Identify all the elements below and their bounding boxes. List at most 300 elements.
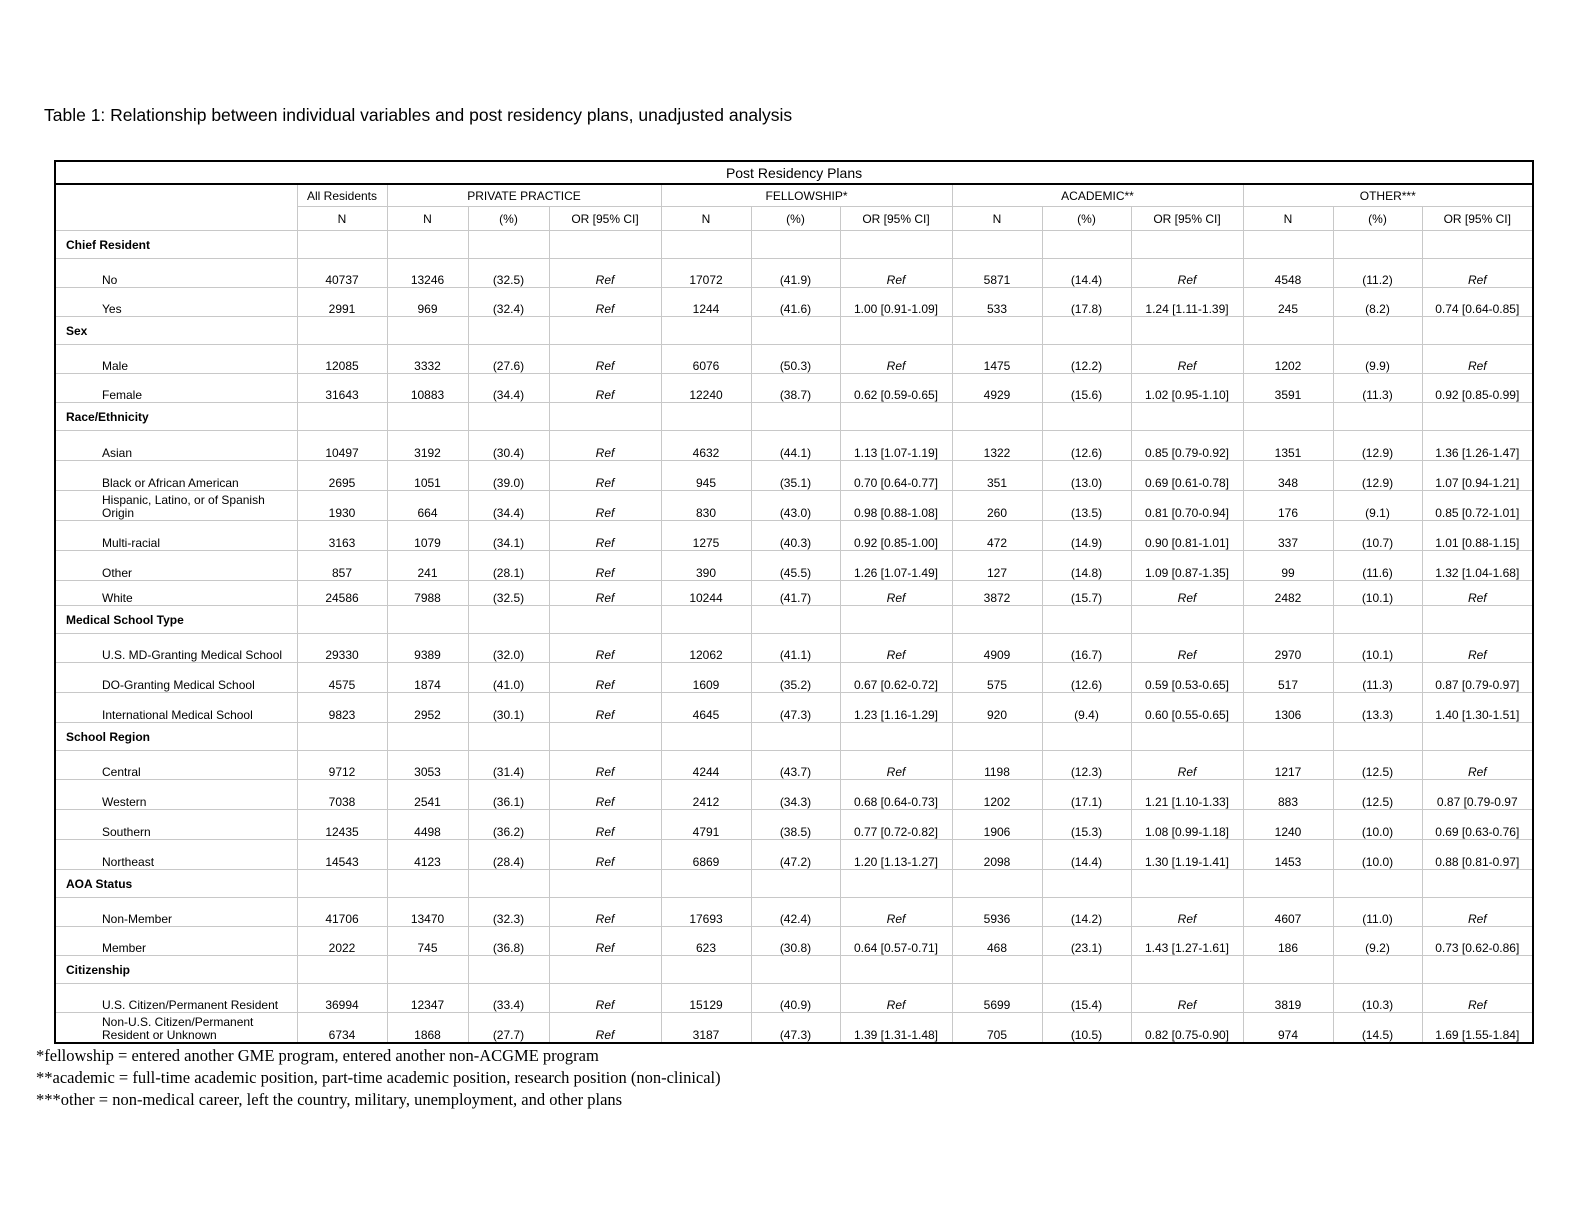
table-cell: Ref <box>1131 898 1243 927</box>
table-cell: Ref <box>549 374 661 403</box>
table-cell: (12.5) <box>1333 751 1422 780</box>
table-cell: 0.88 [0.81-0.97] <box>1422 840 1533 870</box>
empty-cell <box>1243 606 1333 634</box>
table-cell: (17.8) <box>1042 288 1131 317</box>
empty-cell <box>387 317 468 345</box>
section-header-row <box>55 317 1533 345</box>
empty-cell <box>1422 403 1533 431</box>
row-label: Black or African American <box>55 461 297 491</box>
empty-cell <box>1243 403 1333 431</box>
empty-cell <box>297 317 387 345</box>
table-row <box>55 491 1533 521</box>
empty-cell <box>840 403 952 431</box>
empty-cell <box>468 231 549 259</box>
table-cell: Ref <box>840 345 952 374</box>
table-cell: Ref <box>549 259 661 288</box>
table-cell: Ref <box>549 634 661 663</box>
table-cell: 1874 <box>387 663 468 693</box>
empty-cell <box>751 723 840 751</box>
empty-cell <box>297 403 387 431</box>
table-cell: 1202 <box>1243 345 1333 374</box>
table-cell: 1.13 [1.07-1.19] <box>840 431 952 461</box>
empty-cell <box>751 403 840 431</box>
section-title: Sex <box>55 317 297 345</box>
table-cell: (12.2) <box>1042 345 1131 374</box>
table-cell: 1.40 [1.30-1.51] <box>1422 693 1533 723</box>
table-cell: 468 <box>952 927 1042 956</box>
table-cell: (12.6) <box>1042 431 1131 461</box>
empty-cell <box>1131 723 1243 751</box>
table-cell: 176 <box>1243 491 1333 521</box>
section-title: Medical School Type <box>55 606 297 634</box>
table-cell: 974 <box>1243 1013 1333 1043</box>
empty-cell <box>1243 231 1333 259</box>
empty-cell <box>1422 317 1533 345</box>
table-cell: Ref <box>1422 898 1533 927</box>
table-cell: (36.8) <box>468 927 549 956</box>
table-cell: (17.1) <box>1042 780 1131 810</box>
table-cell: 0.87 [0.79-0.97 <box>1422 780 1533 810</box>
empty-cell <box>549 317 661 345</box>
table-cell: (30.8) <box>751 927 840 956</box>
table-cell: 36994 <box>297 984 387 1013</box>
table-cell: 3819 <box>1243 984 1333 1013</box>
table-cell: (41.6) <box>751 288 840 317</box>
empty-cell <box>1042 317 1131 345</box>
table-cell: (32.4) <box>468 288 549 317</box>
table-cell: 15129 <box>661 984 751 1013</box>
empty-cell <box>840 723 952 751</box>
table-cell: (41.9) <box>751 259 840 288</box>
table-cell: 517 <box>1243 663 1333 693</box>
empty-cell <box>387 723 468 751</box>
table-cell: 9823 <box>297 693 387 723</box>
table-cell: Ref <box>549 1013 661 1043</box>
table-cell: (12.6) <box>1042 663 1131 693</box>
table-cell: (12.9) <box>1333 431 1422 461</box>
empty-cell <box>1333 723 1422 751</box>
table-cell: 245 <box>1243 288 1333 317</box>
table-cell: 3872 <box>952 581 1042 606</box>
empty-cell <box>387 870 468 898</box>
column-header-row <box>55 207 1533 231</box>
table-cell: 0.82 [0.75-0.90] <box>1131 1013 1243 1043</box>
header-blank <box>55 184 297 207</box>
table-cell: 0.69 [0.63-0.76] <box>1422 810 1533 840</box>
table-cell: (33.4) <box>468 984 549 1013</box>
table-cell: 1.00 [0.91-1.09] <box>840 288 952 317</box>
table-cell: 2991 <box>297 288 387 317</box>
empty-cell <box>661 956 751 984</box>
table-cell: (15.3) <box>1042 810 1131 840</box>
table-cell: 1906 <box>952 810 1042 840</box>
table-cell: 2695 <box>297 461 387 491</box>
table-cell: 2412 <box>661 780 751 810</box>
empty-cell <box>468 870 549 898</box>
table-cell: Ref <box>840 898 952 927</box>
table-cell: 2952 <box>387 693 468 723</box>
table-cell: Ref <box>1422 634 1533 663</box>
empty-cell <box>387 606 468 634</box>
table-cell: 29330 <box>297 634 387 663</box>
table-cell: (43.7) <box>751 751 840 780</box>
table-row <box>55 634 1533 663</box>
table-cell: 1351 <box>1243 431 1333 461</box>
empty-cell <box>1422 723 1533 751</box>
table-cell: 1930 <box>297 491 387 521</box>
table-cell: 7988 <box>387 581 468 606</box>
table-cell: (12.5) <box>1333 780 1422 810</box>
table-cell: (13.0) <box>1042 461 1131 491</box>
empty-cell <box>468 723 549 751</box>
group-header-row <box>55 184 1533 207</box>
table-cell: 1.69 [1.55-1.84] <box>1422 1013 1533 1043</box>
column-header: N <box>1243 207 1333 231</box>
table-cell: 1.09 [0.87-1.35] <box>1131 551 1243 581</box>
super-header-row <box>55 161 1533 184</box>
table-cell: 1.36 [1.26-1.47] <box>1422 431 1533 461</box>
table-cell: 1868 <box>387 1013 468 1043</box>
table-cell: (14.8) <box>1042 551 1131 581</box>
table-cell: (41.0) <box>468 663 549 693</box>
table-cell: (28.4) <box>468 840 549 870</box>
table-cell: 0.70 [0.64-0.77] <box>840 461 952 491</box>
empty-cell <box>297 723 387 751</box>
row-label: White <box>55 581 297 606</box>
empty-cell <box>1333 606 1422 634</box>
table-cell: (31.4) <box>468 751 549 780</box>
table-cell: 472 <box>952 521 1042 551</box>
table-cell: 3591 <box>1243 374 1333 403</box>
table-cell: 13246 <box>387 259 468 288</box>
table-cell: 7038 <box>297 780 387 810</box>
table-cell: 12062 <box>661 634 751 663</box>
table-cell: 4244 <box>661 751 751 780</box>
empty-cell <box>840 606 952 634</box>
table-cell: (38.7) <box>751 374 840 403</box>
table-cell: Ref <box>840 634 952 663</box>
empty-cell <box>661 870 751 898</box>
group-fellowship: FELLOWSHIP* <box>661 184 952 207</box>
table-cell: (9.4) <box>1042 693 1131 723</box>
table-cell: 0.68 [0.64-0.73] <box>840 780 952 810</box>
empty-cell <box>952 870 1042 898</box>
table-cell: (40.9) <box>751 984 840 1013</box>
table-cell: (42.4) <box>751 898 840 927</box>
table-cell: (39.0) <box>468 461 549 491</box>
table-cell: (35.1) <box>751 461 840 491</box>
table-row <box>55 927 1533 956</box>
table-row <box>55 663 1533 693</box>
empty-cell <box>549 231 661 259</box>
section-title: Chief Resident <box>55 231 297 259</box>
table-cell: (44.1) <box>751 431 840 461</box>
table-cell: 0.74 [0.64-0.85] <box>1422 288 1533 317</box>
empty-cell <box>549 956 661 984</box>
table-cell: 1.30 [1.19-1.41] <box>1131 840 1243 870</box>
table-cell: 2098 <box>952 840 1042 870</box>
table-cell: (47.3) <box>751 693 840 723</box>
table-cell: 1.23 [1.16-1.29] <box>840 693 952 723</box>
table-cell: 4632 <box>661 431 751 461</box>
footnotes <box>36 1045 721 1111</box>
table-cell: 1.39 [1.31-1.48] <box>840 1013 952 1043</box>
empty-cell <box>297 231 387 259</box>
table-cell: 920 <box>952 693 1042 723</box>
empty-cell <box>297 870 387 898</box>
table-cell: Ref <box>1131 259 1243 288</box>
empty-cell <box>661 231 751 259</box>
empty-cell <box>1422 870 1533 898</box>
row-label: Non-Member <box>55 898 297 927</box>
table-cell: 0.64 [0.57-0.71] <box>840 927 952 956</box>
table-cell: (36.2) <box>468 810 549 840</box>
table-cell: 623 <box>661 927 751 956</box>
table-cell: Ref <box>549 431 661 461</box>
table-row <box>55 751 1533 780</box>
table-cell: (36.1) <box>468 780 549 810</box>
table-cell: 14543 <box>297 840 387 870</box>
row-label: Southern <box>55 810 297 840</box>
row-label: U.S. Citizen/Permanent Resident <box>55 984 297 1013</box>
empty-cell <box>1243 317 1333 345</box>
column-header: N <box>661 207 751 231</box>
empty-cell <box>1333 231 1422 259</box>
table-cell: Ref <box>1422 259 1533 288</box>
table-cell: 2541 <box>387 780 468 810</box>
results-table-container <box>54 160 1532 1044</box>
empty-cell <box>387 403 468 431</box>
empty-cell <box>297 606 387 634</box>
table-cell: (9.1) <box>1333 491 1422 521</box>
table-cell: (32.3) <box>468 898 549 927</box>
table-cell: 1217 <box>1243 751 1333 780</box>
section-title: Citizenship <box>55 956 297 984</box>
table-cell: 12347 <box>387 984 468 1013</box>
row-label: Yes <box>55 288 297 317</box>
empty-cell <box>840 231 952 259</box>
table-cell: Ref <box>549 780 661 810</box>
footnote-fellowship: *fellowship = entered another GME program, entered another non-ACGME program <box>36 1046 599 1065</box>
table-cell: (43.0) <box>751 491 840 521</box>
table-cell: Ref <box>840 581 952 606</box>
empty-cell <box>1131 317 1243 345</box>
table-cell: 241 <box>387 551 468 581</box>
empty-cell <box>297 956 387 984</box>
table-cell: 0.92 [0.85-1.00] <box>840 521 952 551</box>
empty-cell <box>1333 956 1422 984</box>
table-cell: (13.3) <box>1333 693 1422 723</box>
table-cell: (10.7) <box>1333 521 1422 551</box>
row-label: Asian <box>55 431 297 461</box>
section-header-row <box>55 870 1533 898</box>
empty-cell <box>1243 870 1333 898</box>
empty-cell <box>952 317 1042 345</box>
table-cell: Ref <box>549 663 661 693</box>
table-cell: Ref <box>549 898 661 927</box>
empty-cell <box>751 317 840 345</box>
table-cell: 0.73 [0.62-0.86] <box>1422 927 1533 956</box>
table-cell: (34.3) <box>751 780 840 810</box>
table-cell: (41.1) <box>751 634 840 663</box>
table-cell: 9389 <box>387 634 468 663</box>
table-cell: 830 <box>661 491 751 521</box>
table-cell: 664 <box>387 491 468 521</box>
table-row <box>55 259 1533 288</box>
table-cell: 1198 <box>952 751 1042 780</box>
column-header: (%) <box>1042 207 1131 231</box>
row-label: Multi-racial <box>55 521 297 551</box>
section-header-row <box>55 723 1533 751</box>
table-cell: Ref <box>840 259 952 288</box>
table-cell: 127 <box>952 551 1042 581</box>
table-cell: 0.85 [0.72-1.01] <box>1422 491 1533 521</box>
table-cell: 4909 <box>952 634 1042 663</box>
row-label: Female <box>55 374 297 403</box>
table-cell: 2022 <box>297 927 387 956</box>
column-header: N <box>387 207 468 231</box>
empty-cell <box>661 723 751 751</box>
table-cell: (38.5) <box>751 810 840 840</box>
empty-cell <box>751 606 840 634</box>
empty-cell <box>661 606 751 634</box>
table-cell: 0.59 [0.53-0.65] <box>1131 663 1243 693</box>
section-header-row <box>55 403 1533 431</box>
empty-cell <box>1422 606 1533 634</box>
table-row <box>55 345 1533 374</box>
table-cell: 4575 <box>297 663 387 693</box>
table-cell: 0.85 [0.79-0.92] <box>1131 431 1243 461</box>
table-cell: Ref <box>549 288 661 317</box>
table-cell: 969 <box>387 288 468 317</box>
table-cell: 390 <box>661 551 751 581</box>
empty-cell <box>952 403 1042 431</box>
table-cell: (32.0) <box>468 634 549 663</box>
empty-cell <box>468 956 549 984</box>
table-cell: Ref <box>549 751 661 780</box>
table-cell: (11.0) <box>1333 898 1422 927</box>
table-cell: (10.3) <box>1333 984 1422 1013</box>
table-cell: (13.5) <box>1042 491 1131 521</box>
table-cell: 2482 <box>1243 581 1333 606</box>
empty-cell <box>387 231 468 259</box>
table-cell: 1.08 [0.99-1.18] <box>1131 810 1243 840</box>
table-cell: 5936 <box>952 898 1042 927</box>
table-cell: Ref <box>549 581 661 606</box>
table-cell: 1475 <box>952 345 1042 374</box>
table-cell: 1.26 [1.07-1.49] <box>840 551 952 581</box>
table-cell: Ref <box>549 461 661 491</box>
empty-cell <box>1333 317 1422 345</box>
table-cell: 260 <box>952 491 1042 521</box>
table-cell: 17072 <box>661 259 751 288</box>
table-cell: 1306 <box>1243 693 1333 723</box>
table-cell: 4791 <box>661 810 751 840</box>
table-cell: (50.3) <box>751 345 840 374</box>
table-row <box>55 581 1533 606</box>
table-cell: 337 <box>1243 521 1333 551</box>
table-cell: 10244 <box>661 581 751 606</box>
table-cell: 5699 <box>952 984 1042 1013</box>
section-title: AOA Status <box>55 870 297 898</box>
table-cell: (14.5) <box>1333 1013 1422 1043</box>
empty-cell <box>549 403 661 431</box>
table-row <box>55 810 1533 840</box>
table-cell: Ref <box>549 927 661 956</box>
table-cell: 1.21 [1.10-1.33] <box>1131 780 1243 810</box>
empty-cell <box>952 606 1042 634</box>
table-cell: (45.5) <box>751 551 840 581</box>
table-cell: 1051 <box>387 461 468 491</box>
table-cell: Ref <box>1422 581 1533 606</box>
empty-cell <box>1042 606 1131 634</box>
section-title: Race/Ethnicity <box>55 403 297 431</box>
row-label: Other <box>55 551 297 581</box>
table-cell: 0.81 [0.70-0.94] <box>1131 491 1243 521</box>
super-header: Post Residency Plans <box>55 161 1533 184</box>
table-cell: 6869 <box>661 840 751 870</box>
footnote-other: ***other = non-medical career, left the country, military, unemployment, and other plans <box>36 1090 623 1109</box>
table-cell: 0.62 [0.59-0.65] <box>840 374 952 403</box>
row-label: U.S. MD-Granting Medical School <box>55 634 297 663</box>
empty-cell <box>1333 403 1422 431</box>
table-cell: 6734 <box>297 1013 387 1043</box>
table-cell: Ref <box>549 840 661 870</box>
group-private-practice: PRIVATE PRACTICE <box>387 184 661 207</box>
table-cell: (12.3) <box>1042 751 1131 780</box>
table-cell: 1202 <box>952 780 1042 810</box>
empty-cell <box>1422 231 1533 259</box>
table-cell: (23.1) <box>1042 927 1131 956</box>
table-cell: 10883 <box>387 374 468 403</box>
table-cell: 31643 <box>297 374 387 403</box>
column-header: (%) <box>751 207 840 231</box>
table-cell: Ref <box>549 491 661 521</box>
group-all-residents: All Residents <box>297 184 387 207</box>
table-cell: 575 <box>952 663 1042 693</box>
table-cell: 17693 <box>661 898 751 927</box>
table-cell: (10.5) <box>1042 1013 1131 1043</box>
column-header: N <box>297 207 387 231</box>
table-cell: 186 <box>1243 927 1333 956</box>
section-header-row <box>55 231 1533 259</box>
table-cell: 12435 <box>297 810 387 840</box>
table-cell: 3163 <box>297 521 387 551</box>
row-label: Male <box>55 345 297 374</box>
table-cell: Ref <box>1131 345 1243 374</box>
group-other: OTHER*** <box>1243 184 1533 207</box>
empty-cell <box>1131 870 1243 898</box>
table-cell: 1.07 [0.94-1.21] <box>1422 461 1533 491</box>
row-label: Central <box>55 751 297 780</box>
table-cell: 4607 <box>1243 898 1333 927</box>
column-header: OR [95% CI] <box>549 207 661 231</box>
header-blank <box>55 207 297 231</box>
column-header: OR [95% CI] <box>1422 207 1533 231</box>
footnote-academic: **academic = full-time academic position, part-time academic position, research position (non-clinical) <box>36 1068 721 1087</box>
table-cell: 0.98 [0.88-1.08] <box>840 491 952 521</box>
empty-cell <box>549 723 661 751</box>
table-cell: (34.4) <box>468 491 549 521</box>
table-cell: 12240 <box>661 374 751 403</box>
table-cell: (30.4) <box>468 431 549 461</box>
table-cell: 2970 <box>1243 634 1333 663</box>
empty-cell <box>952 723 1042 751</box>
table-cell: 1.20 [1.13-1.27] <box>840 840 952 870</box>
table-cell: (10.0) <box>1333 840 1422 870</box>
empty-cell <box>751 231 840 259</box>
empty-cell <box>952 231 1042 259</box>
